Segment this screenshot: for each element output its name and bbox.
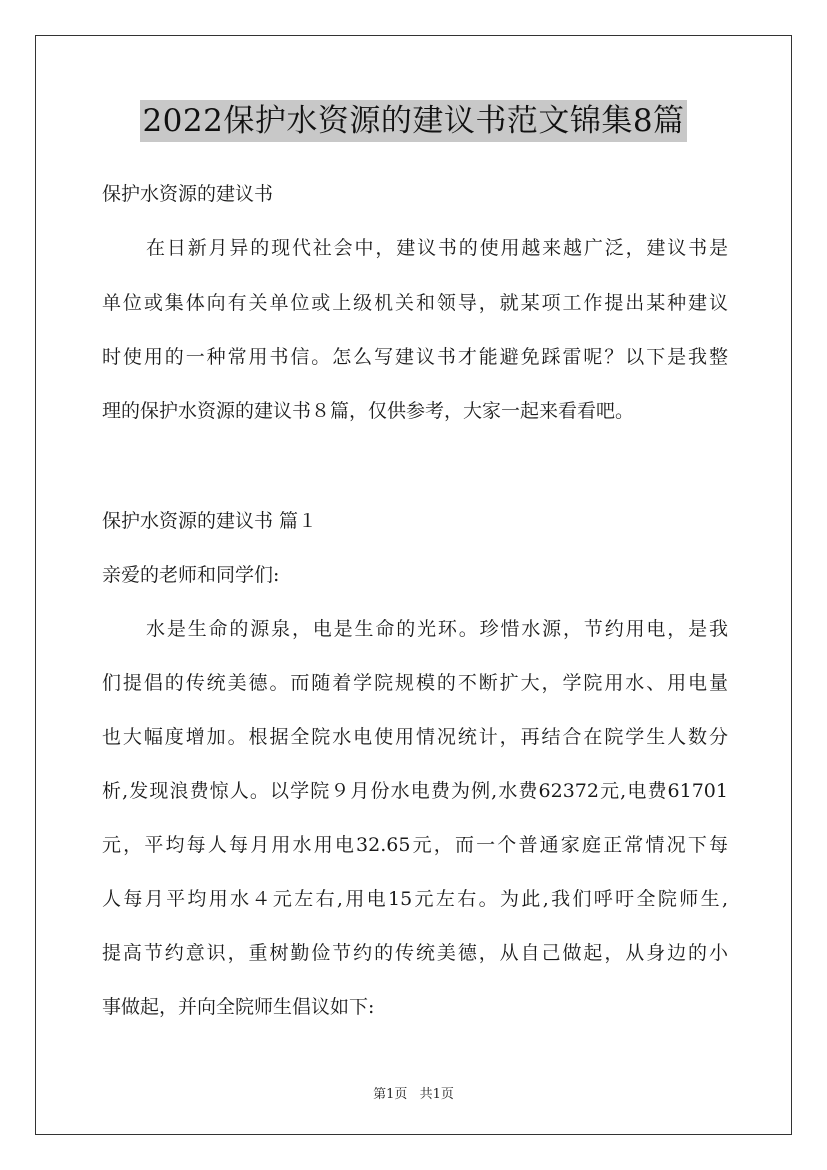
body-paragraph-line: 人每月平均用水４元左右,用电15元左右。为此,我们呼吁全院师生, <box>102 888 728 910</box>
title-container <box>0 100 827 142</box>
salutation: 亲爱的老师和同学们: <box>102 564 280 586</box>
intro-paragraph-line: 理的保护水资源的建议书８篇，仅供参考，大家一起来看看吧。 <box>102 400 635 422</box>
document-title: 2022保护水资源的建议书范文锦集8篇 <box>140 100 686 142</box>
body-paragraph-line: 水是生命的源泉，电是生命的光环。珍惜水源，节约用电，是我 <box>146 618 728 640</box>
body-paragraph-line: 元，平均每人每月用水用电32.65元，而一个普通家庭正常情况下每 <box>102 834 728 856</box>
page-number: 第1页 <box>373 1087 408 1102</box>
intro-paragraph-line: 在日新月异的现代社会中，建议书的使用越来越广泛，建议书是 <box>146 237 728 259</box>
body-paragraph-line: 提高节约意识，重树勤俭节约的传统美德，从自己做起，从身边的小 <box>102 942 728 964</box>
body-paragraph-line: 析,发现浪费惊人。以学院９月份水电费为例,水费62372元,电费61701 <box>102 780 728 802</box>
page-total: 共1页 <box>419 1087 454 1102</box>
intro-paragraph-line: 单位或集体向有关单位或上级机关和领导，就某项工作提出某种建议 <box>102 292 728 314</box>
section-heading: 保护水资源的建议书 <box>102 183 274 205</box>
body-paragraph-line: 事做起，并向全院师生倡议如下: <box>102 996 375 1018</box>
intro-paragraph-line: 时使用的一种常用书信。怎么写建议书才能避免踩雷呢？以下是我整 <box>102 346 728 368</box>
article-heading: 保护水资源的建议书 篇１ <box>102 510 318 532</box>
body-paragraph-line: 们提倡的传统美德。而随着学院规模的不断扩大，学院用水、用电量 <box>102 672 728 694</box>
page-footer <box>0 1083 827 1102</box>
body-paragraph-line: 也大幅度增加。根据全院水电使用情况统计，再结合在院学生人数分 <box>102 726 728 748</box>
